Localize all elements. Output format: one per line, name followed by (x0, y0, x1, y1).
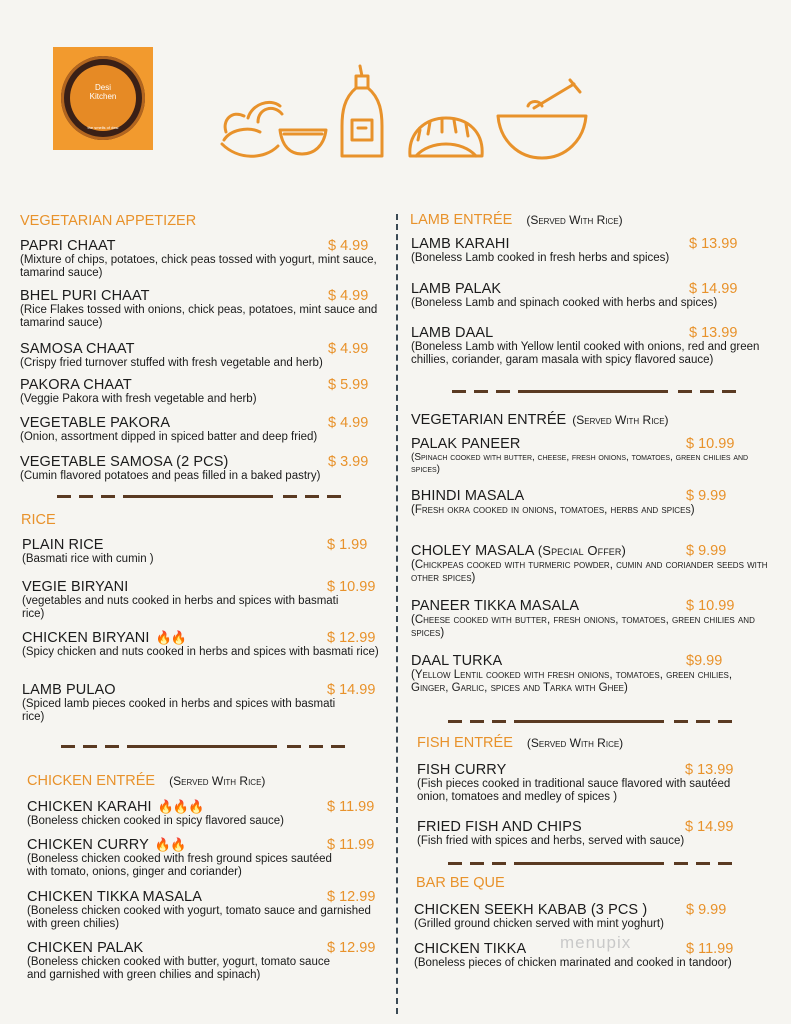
section-title-fish-entree (417, 735, 623, 751)
item-price: $ 11.99 (686, 941, 734, 957)
item-name: PANEER TIKKA MASALA (411, 598, 580, 614)
item-desc: (Boneless chicken cooked in spicy flavored sauce) (27, 815, 284, 827)
item-special-offer: (Special Offer) (537, 543, 626, 558)
item-price: $ 4.99 (328, 238, 369, 254)
item-desc: (Cumin flavored potatoes and peas filled in a baked pastry) (20, 470, 321, 482)
menu-item (411, 653, 781, 695)
menu-item (411, 236, 781, 265)
item-name: LAMB PULAO (22, 682, 116, 698)
restaurant-logo (53, 47, 153, 150)
section-title-text: FISH ENTRÉE (417, 735, 513, 751)
item-desc: (Chickpeas cooked with turmeric powder, cumin and coriander seeds with other spices) (411, 559, 768, 584)
item-name: CHICKEN TIKKA (414, 941, 527, 957)
item-name: CHICKEN CURRY (27, 837, 149, 853)
item-desc: (Grilled ground chicken served with mint yoghurt) (414, 918, 664, 930)
menu-item (20, 377, 380, 406)
item-name: VEGETABLE SAMOSA (2 PCS) (20, 454, 229, 470)
menu-item (414, 902, 774, 931)
logo-line2: Kitchen (89, 92, 117, 101)
section-title-text: VEGETARIAN ENTRÉE (411, 412, 567, 428)
sauce-bottle-icon (342, 66, 382, 156)
spicy-flame-icon: 🔥🔥🔥 (157, 799, 204, 814)
watermark: menupix (560, 933, 632, 952)
menu-item (20, 415, 380, 444)
section-note: (Served With Rice) (169, 774, 266, 788)
section-title-chicken-entree (27, 773, 265, 789)
item-name: VEGIE BIRYANI (22, 579, 129, 595)
item-price: $ 12.99 (327, 940, 376, 956)
item-name: BHEL PURI CHAAT (20, 288, 150, 304)
item-desc: (vegetables and nuts cooked in herbs and spices with basmati rice) (22, 595, 339, 620)
item-price: $ 13.99 (689, 325, 738, 341)
item-name: SAMOSA CHAAT (20, 341, 135, 357)
item-price: $ 13.99 (689, 236, 738, 252)
menu-item (411, 281, 781, 310)
section-note: (Served With Rice) (526, 736, 624, 750)
logo-tagline: the smells of desi (87, 125, 119, 130)
item-desc: (Fresh okra cooked in onions, tomatoes, herbs and spices) (411, 504, 695, 516)
menu-item (20, 454, 380, 483)
logo-name (53, 83, 153, 101)
item-name: DAAL TURKA (411, 653, 503, 669)
menu-item (411, 488, 781, 517)
fruit-bowl-icon (222, 102, 326, 156)
food-icons (218, 60, 588, 170)
section-divider (448, 862, 748, 865)
item-desc: (Boneless Lamb cooked in fresh herbs and spices) (411, 252, 670, 264)
item-price: $ 5.99 (328, 377, 369, 393)
item-price: $ 12.99 (327, 889, 376, 905)
section-title-bar-be-que: BAR BE QUE (416, 875, 505, 891)
menu-item (27, 799, 387, 828)
item-name: CHICKEN KARAHI (27, 799, 152, 815)
menu-item (27, 940, 387, 982)
section-divider (452, 390, 752, 393)
item-price: $ 3.99 (328, 454, 369, 470)
item-desc: (Mixture of chips, potatoes, chick peas tossed with yogurt, mint sauce, tamarind sauce) (20, 254, 377, 279)
item-desc: (Onion, assortment dipped in spiced batter and deep fried) (20, 431, 318, 443)
item-price: $ 11.99 (327, 799, 375, 815)
item-desc: (Basmati rice with cumin ) (22, 553, 154, 565)
item-name: CHICKEN PALAK (27, 940, 144, 956)
item-name: LAMB PALAK (411, 281, 502, 297)
item-name: BHINDI MASALA (411, 488, 525, 504)
menu-item (411, 325, 781, 367)
item-price: $ 14.99 (685, 819, 734, 835)
section-divider (61, 745, 361, 748)
section-title-text: CHICKEN ENTRÉE (27, 773, 156, 789)
item-desc: (Spiced lamb pieces cooked in herbs and spices with basmati rice) (22, 698, 336, 723)
menu-item (27, 889, 387, 931)
item-price: $ 11.99 (327, 837, 375, 853)
item-desc: (Boneless chicken cooked with fresh ground spices sautéed with tomato, onions, ginger and coriander) (27, 853, 332, 878)
item-name: FRIED FISH AND CHIPS (417, 819, 582, 835)
item-desc: (Boneless chicken cooked with yogurt, tomato sauce and garnished with green chilies) (27, 905, 371, 930)
section-title-vegetarian-appetizer: VEGETARIAN APPETIZER (20, 213, 197, 229)
item-price: $ 9.99 (686, 902, 727, 918)
item-name: VEGETABLE PAKORA (20, 415, 171, 431)
item-desc: (Spicy chicken and nuts cooked in herbs and spices with basmati rice) (22, 646, 379, 658)
item-name: PAKORA CHAAT (20, 377, 132, 393)
item-name: LAMB KARAHI (411, 236, 510, 252)
item-name: PAPRI CHAAT (20, 238, 116, 254)
menu-item (20, 238, 380, 280)
item-desc: (Veggie Pakora with fresh vegetable and herb) (20, 393, 257, 405)
menu-item (417, 819, 777, 848)
item-name: CHICKEN BIRYANI (22, 630, 150, 646)
item-desc: (Boneless pieces of chicken marinated and cooked in tandoor) (414, 957, 732, 969)
item-desc: (Boneless Lamb with Yellow lentil cooked with onions, red and green chillies, coriander, garam masala with spicy flavored sauce) (411, 341, 760, 366)
menu-item (27, 837, 387, 879)
item-price: $ 9.99 (686, 488, 727, 504)
item-price: $ 13.99 (685, 762, 734, 778)
menu-item (22, 537, 382, 566)
spicy-flame-icon: 🔥🔥 (154, 837, 186, 852)
item-price: $9.99 (686, 653, 723, 669)
menu-item (22, 630, 382, 659)
samosa-icon (410, 118, 482, 156)
spicy-flame-icon: 🔥🔥 (155, 630, 186, 645)
item-name: CHOLEY MASALA (411, 543, 534, 559)
item-name: CHICKEN TIKKA MASALA (27, 889, 202, 905)
column-divider (396, 214, 398, 1014)
menu-item (22, 579, 382, 621)
item-desc: (Boneless chicken cooked with butter, yogurt, tomato sauce and garnished with green chilies and spinach) (27, 956, 330, 981)
mortar-pestle-icon (498, 80, 586, 158)
item-name: LAMB DAAL (411, 325, 494, 341)
item-price: $ 4.99 (328, 288, 369, 304)
menu-item (411, 598, 781, 640)
item-price: $ 4.99 (328, 341, 369, 357)
item-price: $ 10.99 (327, 579, 376, 595)
item-price: $ 1.99 (327, 537, 368, 553)
menu-item (20, 341, 380, 370)
section-note: (Served With Rice) (572, 413, 669, 427)
logo-line1: Desi (94, 83, 111, 92)
menu-item (22, 682, 382, 724)
section-title-text: LAMB ENTRÉE (410, 212, 513, 228)
item-name: CHICKEN SEEKH KABAB (3 PCS ) (414, 902, 648, 918)
item-desc: (Cheese cooked with butter, fresh onions, tomatoes, green chilies and spices) (411, 614, 755, 639)
item-price: $ 10.99 (686, 598, 735, 614)
item-price: $ 9.99 (686, 543, 727, 559)
item-price: $ 14.99 (327, 682, 376, 698)
item-desc: (Crispy fried turnover stuffed with fresh vegetable and herb) (20, 357, 323, 369)
item-desc: (Fish fried with spices and herbs, served with sauce) (417, 835, 685, 847)
menu-item (411, 543, 781, 585)
item-desc: (Yellow Lentil cooked with fresh onions, tomatoes, green chilies, Ginger, Garlic, spices and Tarka with Ghee) (411, 669, 733, 694)
item-price: $ 10.99 (686, 436, 735, 452)
item-desc: (Boneless Lamb and spinach cooked with herbs and spices) (411, 297, 718, 309)
menu-item (20, 288, 380, 330)
section-note: (Served With Rice) (526, 213, 623, 227)
item-desc: (Rice Flakes tossed with onions, chick peas, potatoes, mint sauce and tamarind sauce) (20, 304, 378, 329)
item-desc: (Spinach cooked with butter, cheese, fresh onions, tomatoes, green chilies and spices) (411, 452, 749, 475)
item-name: PALAK PANEER (411, 436, 521, 452)
section-title-vegetarian-entree (411, 412, 669, 428)
menu-item (411, 436, 781, 476)
section-title-lamb-entree (410, 212, 623, 228)
item-price: $ 12.99 (327, 630, 376, 646)
menu-item (417, 762, 777, 804)
item-name: PLAIN RICE (22, 537, 104, 553)
section-title-rice: RICE (21, 512, 56, 528)
item-price: $ 4.99 (328, 415, 369, 431)
item-desc: (Fish pieces cooked in traditional sauce flavored with sautéed onion, tomatoes and medley of spices ) (417, 778, 731, 803)
section-divider (448, 720, 748, 723)
item-name: FISH CURRY (417, 762, 507, 778)
section-divider (57, 495, 357, 498)
item-price: $ 14.99 (689, 281, 738, 297)
